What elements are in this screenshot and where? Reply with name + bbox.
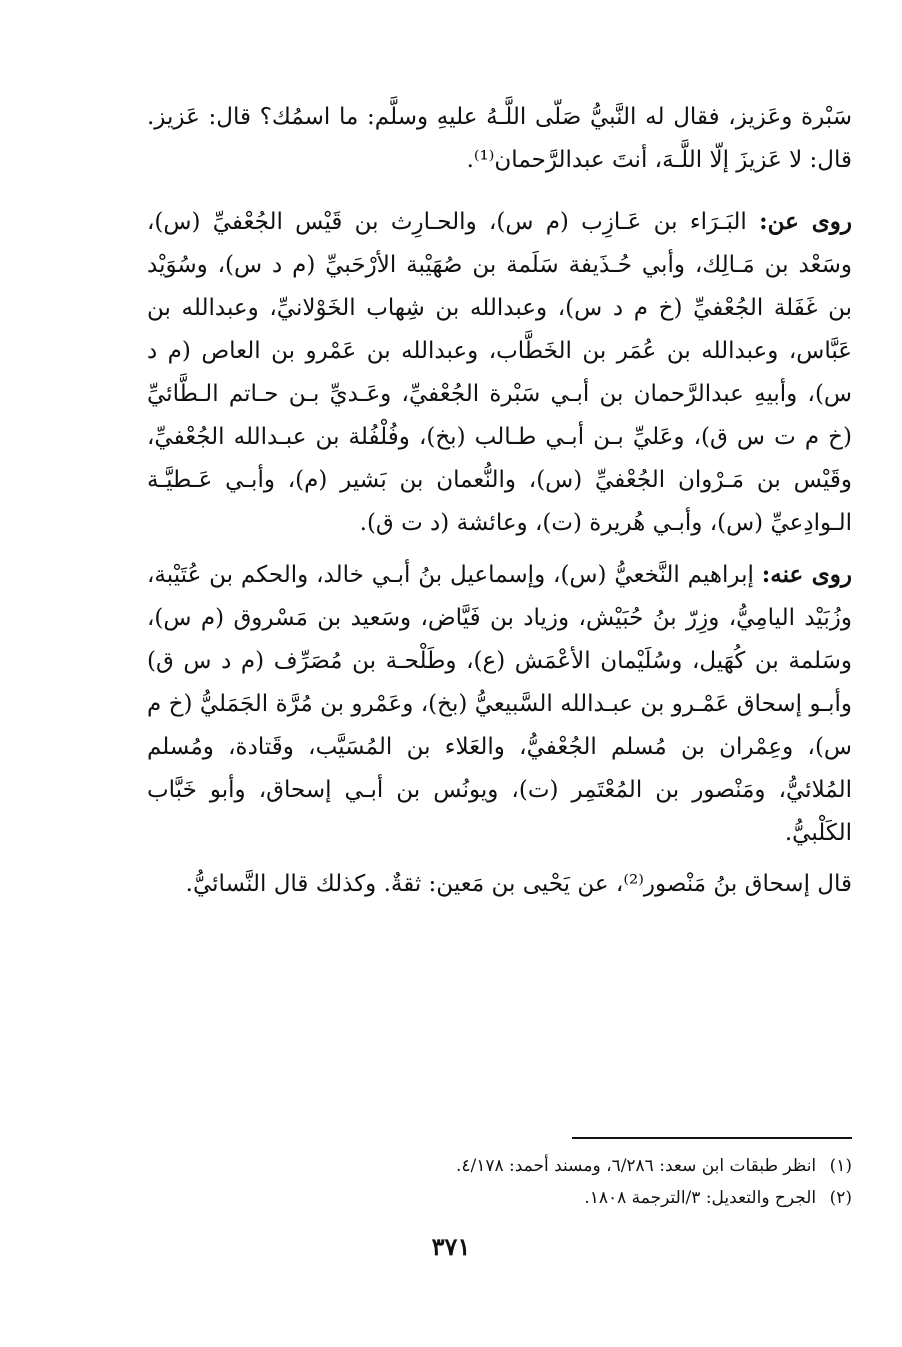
page-number: ٣٧١ [431,1232,471,1261]
footnote-divider [572,1137,852,1139]
narrated-from-label: روى عن: [759,208,853,235]
narrated-by-text: إبراهيم النَّخعيُّ (س)، وإسماعيل بنُ أبـي خالد، والحكم بن عُتَيْبة، وزُبَيْد اليامِيُّ، وزِرّ بنُ حُبَيْش، وزياد بن فَيَّاض، وسَعيد بن مَسْروق (م س)، وسَلمة بن كُهَيل، وسُلَيْمان الأعْمَش (ع)، وطَلْحـة بن مُصَرِّف (م د س ق) وأبـو إسحاق عَمْـرو بن عبـدالله السَّبيعيُّ (بخ)، وعَمْرو بن مُرَّة الجَمَليُّ (خ م س)، وعِمْران بن مُسلم الجُعْفيُّ، والعَلاء بن المُسَيَّب، وقَتادة، ومُسلم المُلائيُّ، ومَنْصور بن المُعْتَمِر (ت)، ويونُس بن أبـي إسحاق، وأبو خَبَّاب الكَلْبيُّ. [147,562,852,846]
narrated-from-text: البَـرَاء بن عَـازِب (م س)، والحـارِث بن قَيْس الجُعْفيِّ (س)، وسَعْد بن مَـالِك، وأبي حُـذَيفة سَلَمة بن صُهَيْبة الأرْحَبيِّ (م د س)، وسُوَيْد بن غَفَلة الجُعْفيِّ (خ م د س)، وعبدالله بن شِهاب الخَوْلانيِّ، وعبدالله بن عَبَّاس، وعبدالله بن عُمَر بن الخَطَّاب، وعبدالله بن عَمْرو بن العاص (م د س)، وأبيهِ عبدالرَّحمان بن أبـي سَبْرة الجُعْفيِّ، وعَـديِّ بـن حـاتم الـطَّائيِّ (خ م ت س ق)، وعَليِّ بـن أبـي طـالب (بخ)، وفُلْفُلة بن عبـدالله الجُعْفيِّ، وقَيْس بن مَـرْوان الجُعْفيِّ (س)، والنُّعمان بن بَشير (م)، وأبـي عَـطيَّـة الـوادِعيِّ (س)، وأبـي هُريرة (ت)، وعائشة (د ت ق). [147,209,852,536]
narrated-by-paragraph [147,553,852,855]
footnotes [147,1150,852,1214]
footnote-item [147,1182,852,1214]
assessment-paragraph [147,863,852,906]
intro-paragraph [147,96,852,182]
main-text [147,96,852,914]
intro-text: سَبْرة وعَزيز، فقال له النَّبيُّ صَلّى اللَّـهُ عليهِ وسلَّم: ما اسمُك؟ قال: عَزيز. قال: لا عَزيزَ إلّا اللَّـهَ، أنتَ عبدالرَّحمان⁽¹⁾. [147,104,852,173]
footnote-text: الجرح والتعديل: ٣/الترجمة ١٨٠٨. [584,1188,817,1208]
footnote-number: (١) [829,1156,852,1176]
narrated-by-label: روى عنه: [761,561,853,588]
narrated-from-paragraph [147,200,852,545]
footnote-text: انظر طبقات ابن سعد: ٦/٢٨٦، ومسند أحمد: ٤/١٧٨. [455,1156,817,1176]
assessment-text: قال إسحاق بنُ مَنْصور⁽²⁾، عن يَحْيى بن مَعين: ثقةٌ. وكذلك قال النَّسائيُّ. [185,871,852,897]
footnote-item [147,1150,852,1182]
footnote-number: (٢) [829,1188,852,1208]
